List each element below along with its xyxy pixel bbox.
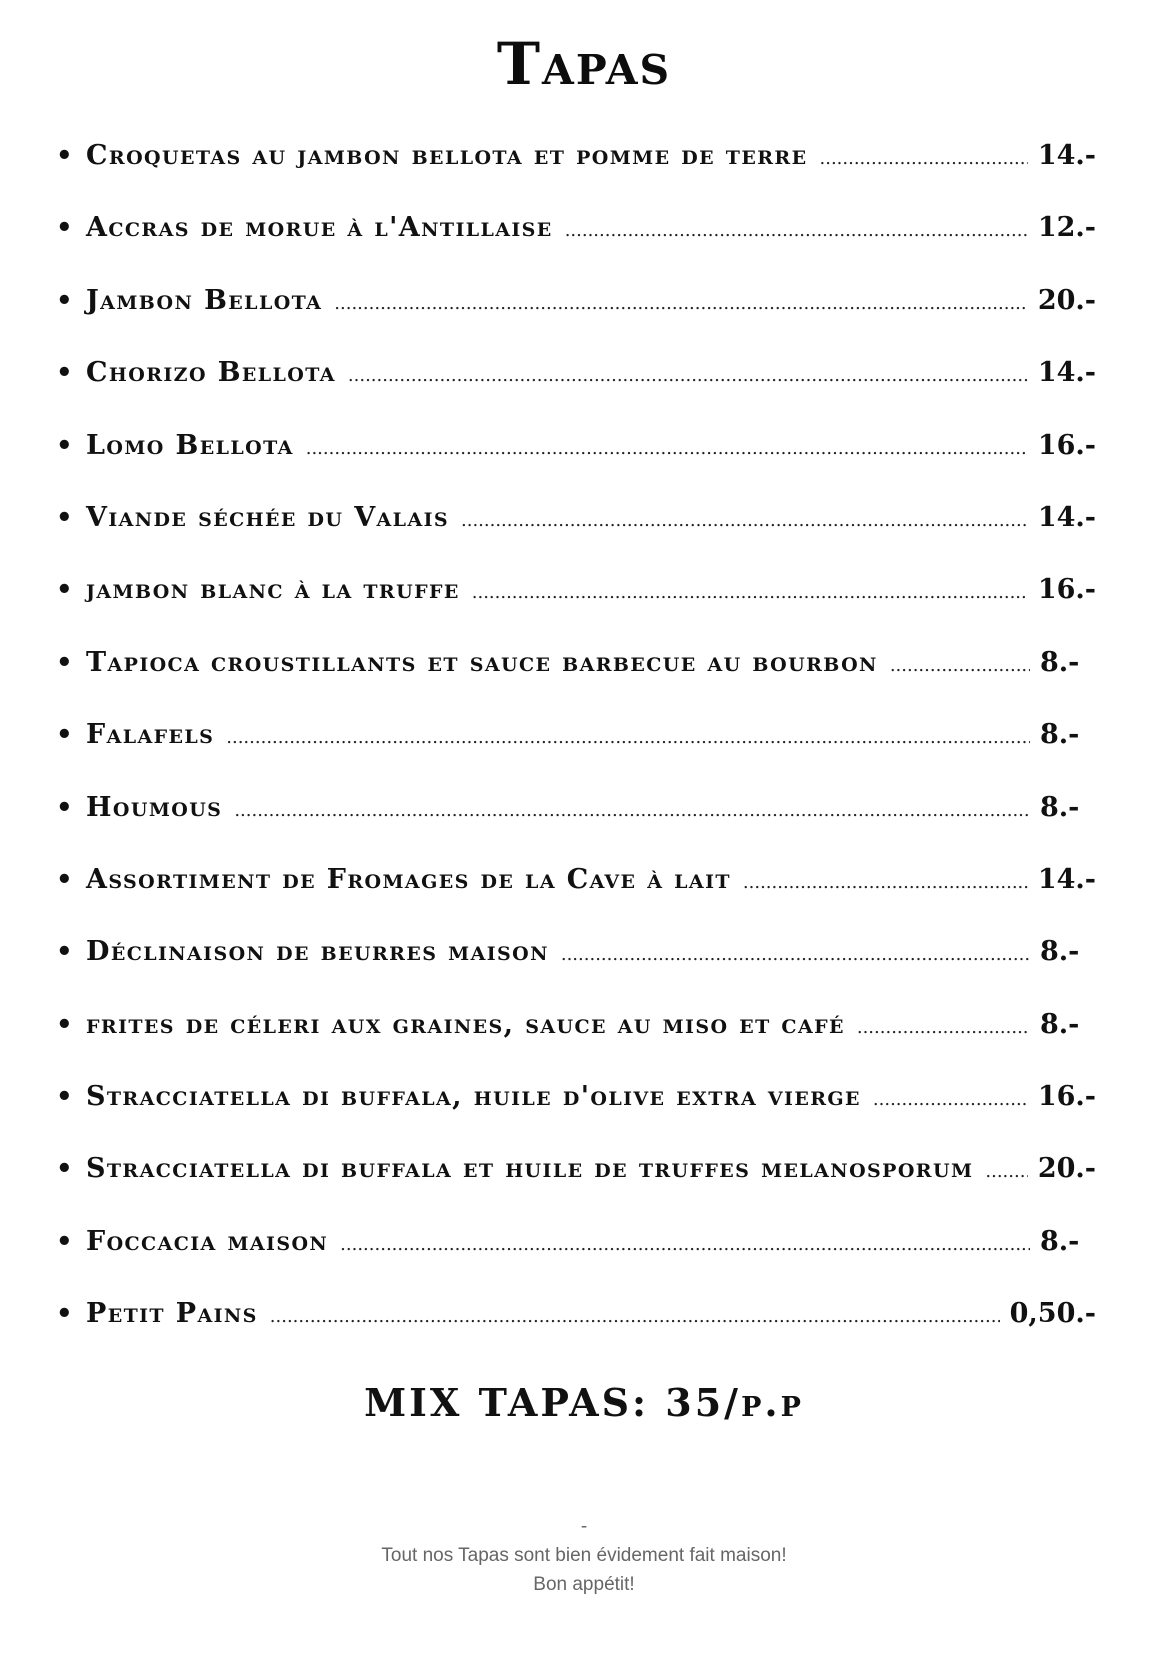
- footer-note: [0, 1512, 1168, 1599]
- list-item: [56, 140, 1096, 212]
- item-price: 8.-: [1040, 719, 1080, 751]
- bullet-icon: •: [56, 141, 75, 171]
- item-name: Petit Pains: [86, 1298, 258, 1330]
- dot-leader: [561, 944, 1030, 965]
- list-item: [56, 719, 1096, 791]
- dot-leader: [873, 1089, 1028, 1110]
- item-price: 8.-: [1040, 1008, 1080, 1040]
- list-item: [56, 1009, 1096, 1081]
- footer-dash: -: [580, 1516, 588, 1537]
- list-item: [56, 1298, 1096, 1370]
- bullet-icon: •: [56, 1082, 75, 1113]
- bullet-icon: •: [56, 430, 75, 461]
- bullet-icon: •: [56, 213, 75, 244]
- tapas-list: [56, 140, 1096, 1371]
- bullet-icon: •: [56, 358, 75, 389]
- item-name: Stracciatella di buffala et huile de truffes melanosporum: [86, 1153, 974, 1185]
- bullet-icon: •: [56, 792, 75, 823]
- bullet-icon: •: [56, 502, 75, 533]
- list-item: [56, 1081, 1096, 1153]
- item-name: Jambon Bellota: [86, 284, 323, 316]
- bullet-icon: •: [56, 1154, 75, 1185]
- bullet-icon: •: [56, 575, 75, 606]
- item-price: 14.-: [1037, 140, 1096, 171]
- list-item: [56, 1153, 1096, 1225]
- item-price: 8.-: [1040, 936, 1080, 968]
- item-name: Viande séchée du Valais: [86, 501, 449, 533]
- list-item: [56, 574, 1096, 646]
- page-title: Tapas: [496, 30, 672, 98]
- bullet-icon: •: [56, 864, 75, 895]
- item-price: 16.-: [1037, 574, 1096, 606]
- list-item: [56, 1226, 1096, 1298]
- item-price: 16.-: [1037, 1081, 1096, 1113]
- bullet-icon: •: [56, 1299, 75, 1330]
- item-name: Falafels: [86, 719, 215, 751]
- dot-leader: [565, 220, 1028, 241]
- dot-leader: [461, 510, 1028, 531]
- dot-leader: [340, 1234, 1030, 1255]
- dot-leader: [985, 1161, 1027, 1182]
- dot-leader: [890, 655, 1030, 676]
- item-price: 20.-: [1037, 284, 1096, 316]
- item-price: 20.-: [1037, 1153, 1096, 1185]
- footer-line-homemade: Tout nos Tapas sont bien évidement fait maison!: [381, 1545, 787, 1566]
- item-name: Accras de morue à l'Antillaise: [86, 212, 553, 244]
- dot-leader: [743, 872, 1028, 893]
- item-name: Stracciatella di buffala, huile d'olive extra vierge: [86, 1081, 861, 1113]
- bullet-icon: •: [56, 647, 75, 678]
- dot-leader: [306, 438, 1028, 459]
- item-name: Croquetas au jambon bellota et pomme de terre: [86, 140, 808, 171]
- item-name: Foccacia maison: [86, 1225, 329, 1257]
- list-item: [56, 502, 1096, 574]
- item-name: jambon blanc à la truffe: [86, 574, 460, 606]
- dot-leader: [270, 1306, 1000, 1327]
- item-name: Chorizo Bellota: [86, 357, 336, 389]
- dot-leader: [472, 582, 1028, 603]
- dot-leader: [857, 1017, 1030, 1038]
- item-price: 8.-: [1040, 646, 1080, 678]
- dot-leader: [820, 148, 1028, 169]
- list-item: [56, 357, 1096, 429]
- item-name: Lomo Bellota: [86, 429, 294, 461]
- item-price: 14.-: [1037, 357, 1096, 389]
- item-price: 14.-: [1037, 501, 1096, 533]
- list-item: [56, 864, 1096, 936]
- dot-leader: [234, 800, 1030, 821]
- list-item: [56, 936, 1096, 1008]
- bullet-icon: •: [56, 1226, 75, 1257]
- item-price: 12.-: [1037, 212, 1096, 244]
- list-item: [56, 430, 1096, 502]
- bullet-icon: •: [56, 285, 75, 316]
- list-item: [56, 647, 1096, 719]
- item-name: frites de céleri aux graines, sauce au miso et café: [86, 1008, 845, 1040]
- list-item: [56, 212, 1096, 284]
- item-price: 8.-: [1040, 1225, 1080, 1257]
- footer-line-bon-appetit: Bon appétit!: [533, 1574, 635, 1595]
- bullet-icon: •: [56, 937, 75, 968]
- item-name: Houmous: [86, 791, 223, 823]
- dot-leader: [334, 293, 1028, 314]
- bullet-icon: •: [56, 720, 75, 751]
- item-price: 16.-: [1037, 429, 1096, 461]
- bullet-icon: •: [56, 1009, 75, 1040]
- mix-tapas-offer: MIX TAPAS: 35/p.p: [364, 1380, 804, 1425]
- item-price: 0,50.-: [1009, 1298, 1096, 1330]
- list-item: [56, 285, 1096, 357]
- item-price: 14.-: [1037, 863, 1096, 895]
- item-name: Tapioca croustillants et sauce barbecue au bourbon: [86, 646, 878, 678]
- list-item: [56, 792, 1096, 864]
- item-name: Déclinaison de beurres maison: [86, 936, 549, 968]
- item-name: Assortiment de Fromages de la Cave à lait: [86, 863, 731, 895]
- dot-leader: [348, 365, 1028, 386]
- dot-leader: [226, 727, 1030, 748]
- item-price: 8.-: [1040, 791, 1080, 823]
